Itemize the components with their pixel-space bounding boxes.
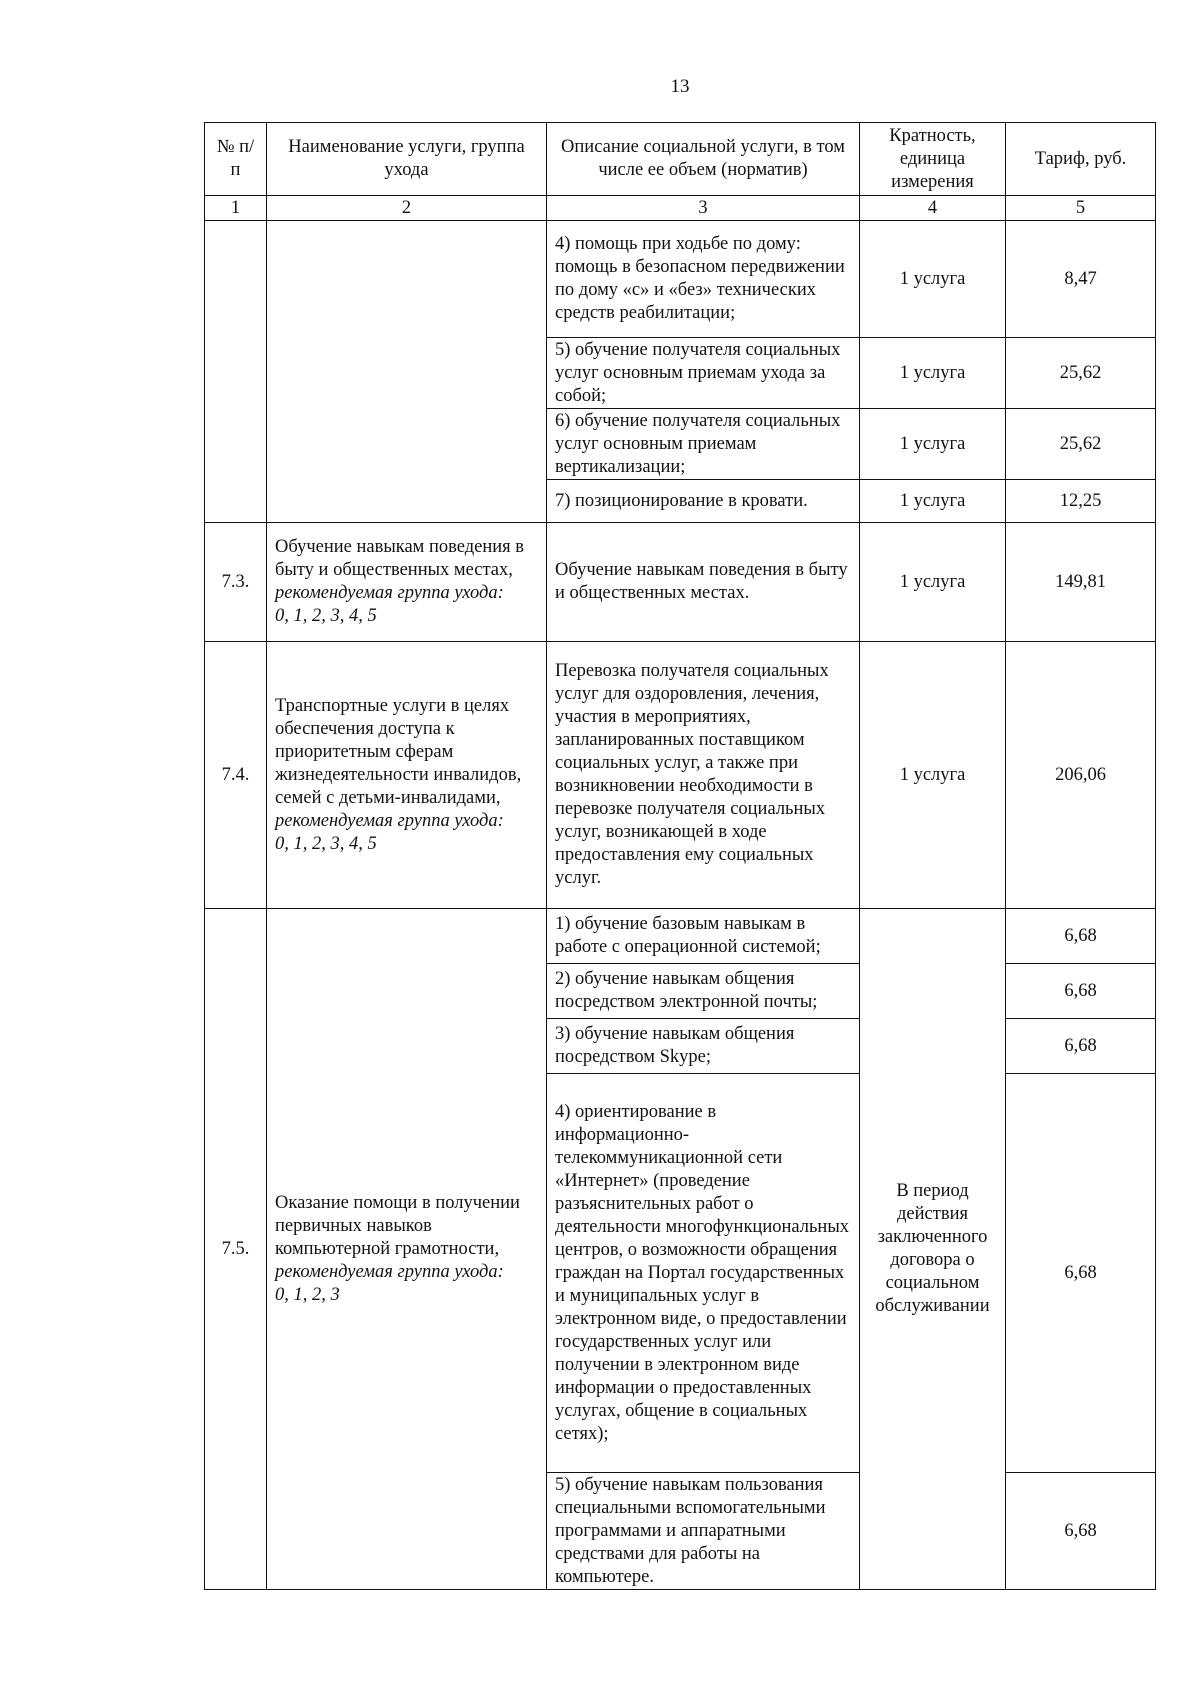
cell-unit: 1 услуга: [860, 221, 1006, 338]
cell-tariff: 6,68: [1006, 964, 1156, 1019]
header-number: № п/п: [205, 123, 267, 196]
page-number: 13: [670, 76, 690, 97]
cell-description: 3) обучение навыкам общения посредством Skype;: [547, 1019, 860, 1074]
cell-description: 4) помощь при ходьбе по дому: помощь в безопасном передвижении по дому «с» и «без» технических средств реабилитации;: [547, 221, 860, 338]
column-number: 1: [205, 196, 267, 221]
service-name-text: Обучение навыкам поведения в быту и общественных местах,: [275, 537, 525, 580]
cell-tariff: 8,47: [1006, 221, 1156, 338]
cell-unit: 1 услуга: [860, 523, 1006, 642]
cell-tariff: 25,62: [1006, 409, 1156, 480]
cell-unit: 1 услуга: [860, 480, 1006, 523]
cell-number: 7.4.: [205, 642, 267, 909]
cell-tariff: 6,68: [1006, 1074, 1156, 1473]
cell-tariff: 25,62: [1006, 338, 1156, 409]
header-tariff: Тариф, руб.: [1006, 123, 1156, 196]
header-description: Описание социальной услуги, в том числе ее объем (норматив): [547, 123, 860, 196]
column-number: 2: [267, 196, 547, 221]
service-name-text: Транспортные услуги в целях обеспечения доступа к приоритетным сферам жизнедеятельности инвалидов, семей с детьми-инвалидами,: [275, 695, 522, 808]
care-group-label: рекомендуемая группа ухода:: [275, 1261, 504, 1282]
cell-service-name: [267, 523, 547, 642]
cell-unit: 1 услуга: [860, 642, 1006, 909]
cell-description: 1) обучение базовым навыкам в работе с операционной системой;: [547, 909, 860, 964]
cell-service-name: [267, 909, 547, 1590]
cell-description: 7) позиционирование в кровати.: [547, 480, 860, 523]
cell-name-empty: [267, 221, 547, 523]
header-unit: Кратность, единица измерения: [860, 123, 1006, 196]
cell-service-name: [267, 642, 547, 909]
cell-tariff: 12,25: [1006, 480, 1156, 523]
tariff-table: [204, 122, 1156, 1590]
cell-description: Перевозка получателя социальных услуг для оздоровления, лечения, участия в мероприятиях, запланированных поставщиком социальных услуг, а также при возникновении необходимости в перевозке получателя социальных услуг, возникающей в ходе предоставления ему социальных услуг.: [547, 642, 860, 909]
cell-tariff: 206,06: [1006, 642, 1156, 909]
cell-description: 2) обучение навыкам общения посредством электронной почты;: [547, 964, 860, 1019]
cell-description: 6) обучение получателя социальных услуг основным приемам вертикализации;: [547, 409, 860, 480]
care-group-label: рекомендуемая группа ухода:: [275, 583, 504, 603]
table-header-row: [205, 123, 1156, 196]
care-group-values: 0, 1, 2, 3: [275, 1284, 340, 1305]
cell-tariff: 149,81: [1006, 523, 1156, 642]
cell-unit: 1 услуга: [860, 409, 1006, 480]
table-row-7-4: [205, 642, 1156, 909]
column-number: 3: [547, 196, 860, 221]
cell-tariff: 6,68: [1006, 1473, 1156, 1590]
column-number: 4: [860, 196, 1006, 221]
cell-unit: 1 услуга: [860, 338, 1006, 409]
cell-description: Обучение навыкам поведения в быту и общественных местах.: [547, 523, 860, 642]
cell-number: 7.3.: [205, 523, 267, 642]
service-name-text: Оказание помощи в получении первичных навыков компьютерной грамотности,: [275, 1192, 520, 1259]
cell-number: 7.5.: [205, 909, 267, 1590]
care-group-values: 0, 1, 2, 3, 4, 5: [275, 606, 377, 626]
cell-description: 5) обучение навыкам пользования специальными вспомогательными программами и аппаратными средствами для работы на компьютере.: [547, 1473, 860, 1590]
cell-tariff: 6,68: [1006, 1019, 1156, 1074]
cell-description: 5) обучение получателя социальных услуг основным приемам ухода за собой;: [547, 338, 860, 409]
table-row-7-5: [205, 909, 1156, 964]
header-service-name: Наименование услуги, группа ухода: [267, 123, 547, 196]
column-number-row: [205, 196, 1156, 221]
cell-unit: В период действия заключенного договора о социальном обслуживании: [860, 909, 1006, 1590]
care-group-label: рекомендуемая группа ухода:: [275, 810, 504, 831]
cell-number-empty: [205, 221, 267, 523]
column-number: 5: [1006, 196, 1156, 221]
cell-description: 4) ориентирование в информационно-телекоммуникационной сети «Интернет» (проведение разъяснительных работ о деятельности многофункциональных центров, о возможности обращения граждан на Портал государственных и муниципальных услуг в электронном виде, о предоставлении государственных услуг или получении в электронном виде информации о предоставленных услугах, общение в социальных сетях);: [547, 1074, 860, 1473]
table-row-7-3: [205, 523, 1156, 642]
cell-tariff: 6,68: [1006, 909, 1156, 964]
table-row: [205, 221, 1156, 338]
care-group-values: 0, 1, 2, 3, 4, 5: [275, 833, 377, 854]
